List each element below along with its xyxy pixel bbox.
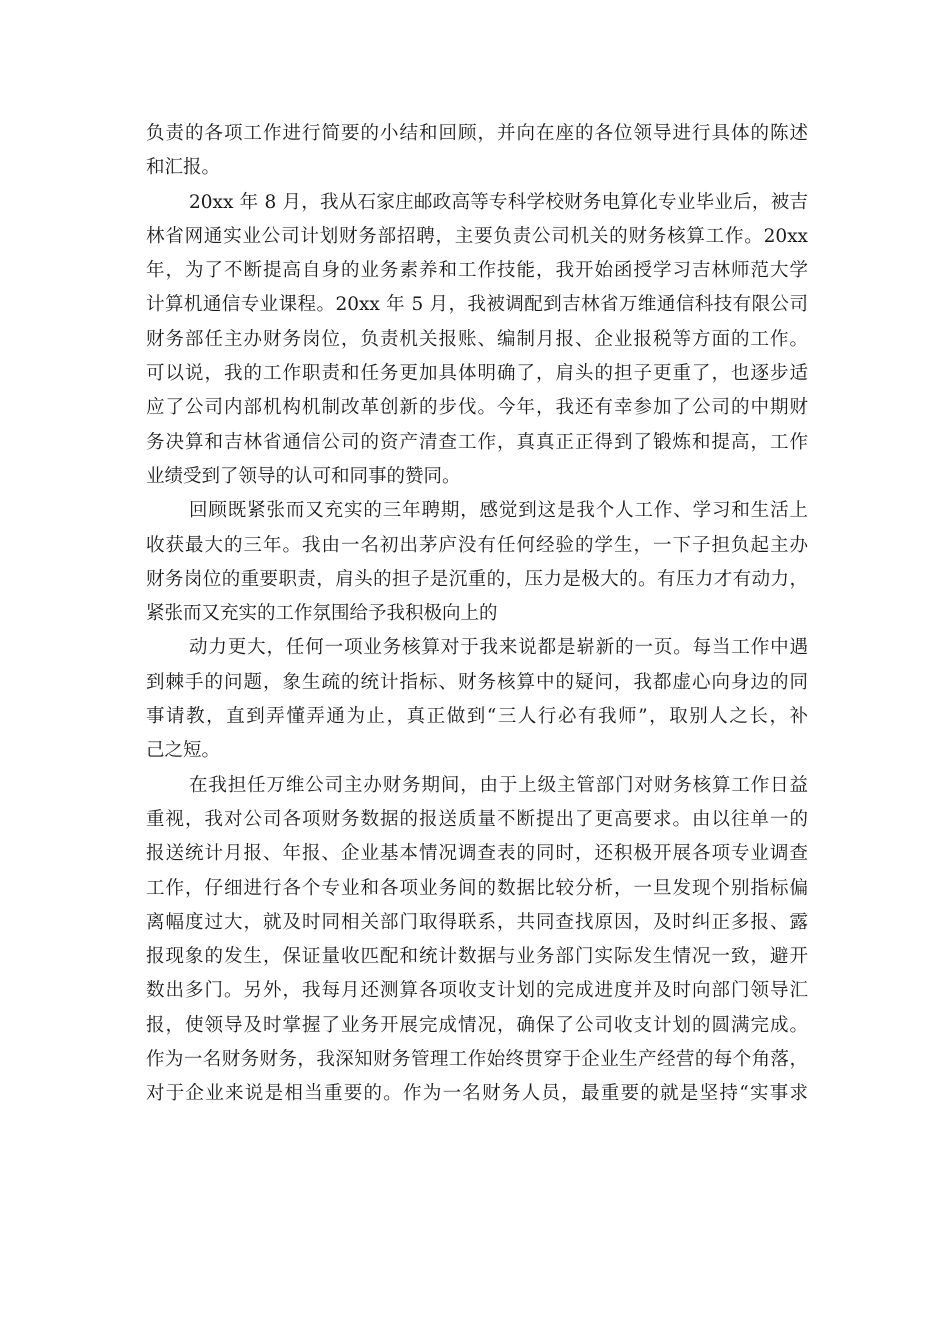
document-body (146, 117, 808, 1112)
text-line: 回顾既紧张而又充实的三年聘期，感觉到这是我个人工作、学习和生活上 (189, 500, 808, 522)
text-line: 重视，我对公司各项财务数据的报送质量不断提出了更高要求。由以往单一的 (146, 808, 808, 830)
text-line: 和汇报。 (146, 157, 221, 179)
text-line: 在我担任万维公司主办财务期间，由于上级主管部门对财务核算工作日益 (189, 774, 808, 796)
text-line: 报现象的发生，保证量收匹配和统计数据与业务部门实际发生情况一致，避开 (146, 946, 808, 968)
text-line: 财务岗位的重要职责，肩头的担子是沉重的，压力是极大的。有压力才有动力， (146, 568, 808, 590)
text-line: 作为一名财务财务，我深知财务管理工作始终贯穿于企业生产经营的每个角落， (146, 1049, 808, 1071)
text-line: 20xx 年 8 月，我从石家庄邮政高等专科学校财务电算化专业毕业后，被吉 (189, 191, 808, 213)
text-line: 数出多门。另外，我每月还测算各项收支计划的完成进度并及时向部门领导汇 (146, 980, 808, 1002)
text-line: 紧张而又充实的工作氛围给予我积极向上的 (146, 603, 498, 625)
text-line: 工作，仔细进行各个专业和各项业务间的数据比较分析，一旦发现个别指标偏 (146, 877, 808, 899)
text-line: 事请教，直到弄懂弄通为止，真正做到“三人行必有我师”，取别人之长，补 (146, 706, 808, 728)
text-line: 收获最大的三年。我由一名初出茅庐没有任何经验的学生，一下子担负起主办 (146, 534, 808, 556)
text-line: 离幅度过大，就及时同相关部门取得联系，共同查找原因，及时纠正多报、露 (146, 911, 808, 933)
text-line: 年，为了不断提高自身的业务素养和工作技能，我开始函授学习吉林师范大学 (146, 260, 808, 282)
text-line: 可以说，我的工作职责和任务更加具体明确了，肩头的担子更重了，也逐步适 (146, 363, 808, 385)
text-line: 报，使领导及时掌握了业务开展完成情况，确保了公司收支计划的圆满完成。 (146, 1014, 808, 1036)
text-line: 到棘手的问题，象生疏的统计指标、财务核算中的疑问，我都虚心向身边的同 (146, 671, 808, 693)
text-line: 己之短。 (146, 740, 221, 762)
text-line: 务决算和吉林省通信公司的资产清查工作，真真正正得到了锻炼和提高，工作 (146, 431, 808, 453)
text-line: 林省网通实业公司计划财务部招聘，主要负责公司机关的财务核算工作。20xx (146, 225, 808, 247)
text-line: 应了公司内部机构机制改革创新的步伐。今年，我还有幸参加了公司的中期财 (146, 397, 808, 419)
text-line: 动力更大，任何一项业务核算对于我来说都是崭新的一页。每当工作中遇 (189, 637, 808, 659)
text-line: 负责的各项工作进行简要的小结和回顾，并向在座的各位领导进行具体的陈述 (146, 123, 808, 144)
text-line: 财务部任主办财务岗位，负责机关报账、编制月报、企业报税等方面的工作。 (146, 328, 808, 350)
text-line: 计算机通信专业课程。20xx 年 5 月，我被调配到吉林省万维通信科技有限公司 (146, 294, 808, 316)
text-line: 业绩受到了领导的认可和同事的赞同。 (146, 465, 461, 487)
text-line: 报送统计月报、年报、企业基本情况调查表的同时，还积极开展各项专业调查 (146, 843, 808, 865)
text-line: 对于企业来说是相当重要的。作为一名财务人员，最重要的就是坚持“实事求 (146, 1083, 808, 1105)
